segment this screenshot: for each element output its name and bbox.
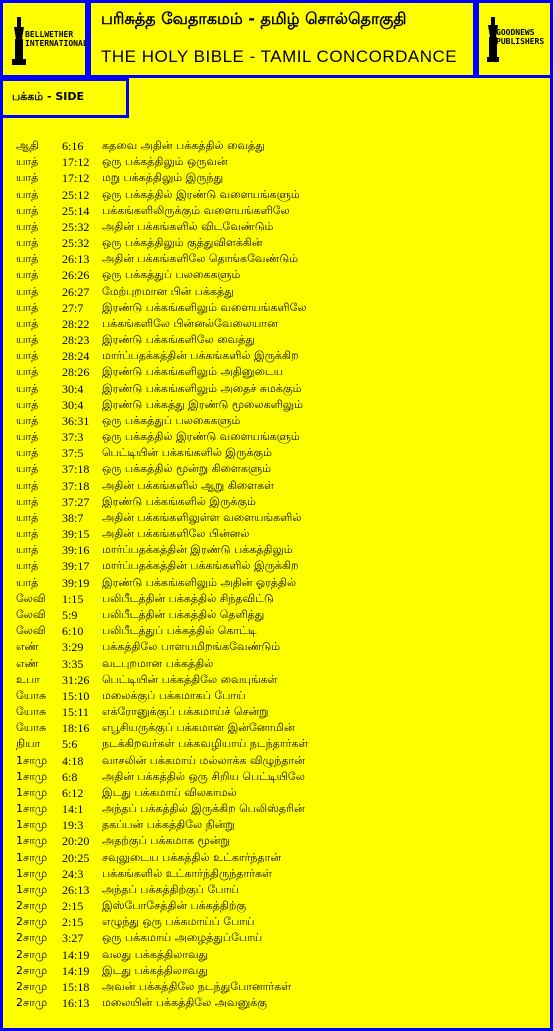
verse-ref: 39:19 xyxy=(62,575,90,590)
verse-text: ஒரு பக்கமாய் அழைத்துப்போய் xyxy=(102,931,263,945)
verse-ref: 14:19 xyxy=(62,963,90,978)
book-abbrev: யாத் xyxy=(16,397,39,411)
verse-text: அதின் பக்கங்களிலுள்ள வளையங்களில் xyxy=(102,510,302,524)
concordance-row xyxy=(0,381,553,397)
verse-text: ஒரு பக்கத்துப் பலகைகளும் xyxy=(102,268,241,282)
book-abbrev: யாத் xyxy=(16,300,39,314)
verse-ref: 38:7 xyxy=(62,510,84,525)
concordance-row xyxy=(0,639,553,655)
book-abbrev: லேவி xyxy=(16,624,46,638)
verse-text: பலிபீடத்தின் பக்கத்தில் சிந்தவிட்டு xyxy=(102,591,274,605)
verse-text: அதின் பக்கங்களில் விடவேண்டும் xyxy=(102,219,274,233)
verse-text: அந்தப் பக்கத்தில் இருக்கிற பெலிஸ்தரின் xyxy=(102,802,305,816)
verse-text: அவன் பக்கத்திலே நடந்துபோனார்கள் xyxy=(102,979,292,993)
verse-text: மார்ப்பதக்கத்தின் பக்கங்களில் இருக்கிற xyxy=(102,559,299,573)
book-abbrev: யாத் xyxy=(16,527,39,541)
verse-text: மலைக்குப் பக்கமாகப் போய் xyxy=(102,688,246,702)
verse-ref: 31:26 xyxy=(62,672,90,687)
concordance-row xyxy=(0,542,553,558)
concordance-row xyxy=(0,461,553,477)
verse-ref: 26:13 xyxy=(62,882,90,897)
verse-text: இடது பக்கமாய் விலகாமல் xyxy=(102,785,237,799)
concordance-row xyxy=(0,154,553,170)
book-abbrev: எண் xyxy=(16,640,39,654)
verse-ref: 3:29 xyxy=(62,640,84,655)
book-abbrev: யாத் xyxy=(16,268,39,282)
book-abbrev: 1சாமு xyxy=(16,834,48,848)
verse-ref: 6:8 xyxy=(62,769,78,784)
verse-text: மேற்புறமான பின் பக்கத்து xyxy=(102,284,234,298)
verse-text: இரண்டு பக்கங்களிலே வைத்து xyxy=(102,333,255,347)
concordance-row xyxy=(0,494,553,510)
verse-ref: 6:10 xyxy=(62,624,84,639)
concordance-row xyxy=(0,187,553,203)
verse-text: வடபுறமான பக்கத்தில் xyxy=(102,656,214,670)
verse-text: அதின் பக்கங்களிலே பின்னல் xyxy=(102,527,250,541)
verse-text: இரண்டு பக்கத்து இரண்டு மூலைகளிலும் xyxy=(102,397,303,411)
book-abbrev: 1சாமு xyxy=(16,866,48,880)
verse-text: இரண்டு பக்கங்களிலும் அதினுடைய xyxy=(102,365,284,379)
verse-text: மார்ப்பதக்கத்தின் இரண்டு பக்கத்திலும் xyxy=(102,543,293,557)
verse-ref: 39:15 xyxy=(62,527,90,542)
verse-text: அந்தப் பக்கத்திற்குப் போய் xyxy=(102,882,239,896)
verse-ref: 18:16 xyxy=(62,721,90,736)
concordance-row xyxy=(0,591,553,607)
verse-text: எக்ரோனுக்குப் பக்கமாய்ச் சென்று xyxy=(102,705,269,719)
goodnews-logo-text: GOODNEWS PUBLISHERS xyxy=(496,28,545,46)
section-heading-box xyxy=(0,78,129,118)
verse-ref: 17:12 xyxy=(62,155,90,170)
book-abbrev: யாத் xyxy=(16,155,39,169)
verse-ref: 3:35 xyxy=(62,656,84,671)
book-abbrev: யாத் xyxy=(16,316,39,330)
publisher-logo-right xyxy=(476,0,553,78)
book-abbrev: 1சாமு xyxy=(16,850,48,864)
verse-text: மார்ப்பதக்கத்தின் பக்கங்களில் இருக்கிற xyxy=(102,349,299,363)
book-abbrev: எண் xyxy=(16,656,39,670)
book-abbrev: யாத் xyxy=(16,219,39,233)
verse-ref: 37:3 xyxy=(62,430,84,445)
concordance-row xyxy=(0,753,553,769)
verse-text: அதின் பக்கங்களில் ஆறு கிளைகள் xyxy=(102,478,275,492)
verse-ref: 26:26 xyxy=(62,268,90,283)
book-abbrev: யாத் xyxy=(16,333,39,347)
book-abbrev: லேவி xyxy=(16,607,46,621)
book-abbrev: யாத் xyxy=(16,365,39,379)
concordance-row xyxy=(0,801,553,817)
verse-text: இரண்டு பக்கங்களிலும் அதின் ஓரத்தில் xyxy=(102,575,297,589)
concordance-row xyxy=(0,316,553,332)
concordance-row xyxy=(0,704,553,720)
concordance-row xyxy=(0,656,553,672)
book-abbrev: 1சாமு xyxy=(16,753,48,767)
verse-text: வலது பக்கத்திலாவது xyxy=(102,947,209,961)
verse-ref: 2:15 xyxy=(62,915,84,930)
verse-ref: 6:12 xyxy=(62,785,84,800)
book-abbrev: 2சாமு xyxy=(16,996,48,1010)
verse-text: அதின் பக்கங்களிலே தொங்கவேண்டும் xyxy=(102,252,299,266)
book-abbrev: யாத் xyxy=(16,494,39,508)
verse-text: ஒரு பக்கத்தில் மூன்று கிளைகளும் xyxy=(102,462,271,476)
verse-ref: 36:31 xyxy=(62,413,90,428)
concordance-row xyxy=(0,170,553,186)
concordance-row xyxy=(0,720,553,736)
verse-ref: 37:18 xyxy=(62,462,90,477)
verse-ref: 24:3 xyxy=(62,866,84,881)
verse-text: மறு பக்கத்திலும் இருந்து xyxy=(102,171,224,185)
verse-ref: 15:18 xyxy=(62,979,90,994)
concordance-row xyxy=(0,397,553,413)
concordance-row xyxy=(0,785,553,801)
concordance-row xyxy=(0,478,553,494)
verse-text: ஒரு பக்கத்தில் இரண்டு வளையங்களும் xyxy=(102,187,300,201)
book-abbrev: யாத் xyxy=(16,252,39,266)
book-abbrev: யாத் xyxy=(16,381,39,395)
concordance-row xyxy=(0,300,553,316)
verse-ref: 30:4 xyxy=(62,381,84,396)
verse-ref: 14:1 xyxy=(62,802,84,817)
concordance-row xyxy=(0,850,553,866)
verse-ref: 20:20 xyxy=(62,834,90,849)
publisher-logo-left xyxy=(0,0,88,78)
verse-text: இடது பக்கத்திலாவது xyxy=(102,963,208,977)
concordance-row xyxy=(0,623,553,639)
verse-ref: 15:10 xyxy=(62,688,90,703)
book-abbrev: 1சாமு xyxy=(16,882,48,896)
verse-text: பக்கங்களிலே பின்னல்வேலையான xyxy=(102,316,278,330)
verse-ref: 25:12 xyxy=(62,187,90,202)
verse-ref: 25:14 xyxy=(62,203,90,218)
verse-text: வாசலின் பக்கமாய் மல்லாக்க விழுந்தான் xyxy=(102,753,305,767)
verse-text: நடக்கிறவர்கள் பக்கவழியாய் நடந்தார்கள் xyxy=(102,737,309,751)
book-abbrev: ஆதி xyxy=(16,139,39,152)
concordance-row xyxy=(0,995,553,1011)
verse-ref: 5:6 xyxy=(62,737,78,752)
verse-text: அதற்குப் பக்கமாக மூன்று xyxy=(102,834,230,848)
concordance-row xyxy=(0,510,553,526)
book-abbrev: 1சாமு xyxy=(16,769,48,783)
concordance-row xyxy=(0,138,553,154)
concordance-row xyxy=(0,348,553,364)
verse-text: பக்கங்களில் உட்கார்ந்திருந்தார்கள் xyxy=(102,866,272,880)
verse-ref: 37:27 xyxy=(62,494,90,509)
concordance-row xyxy=(0,607,553,623)
book-abbrev: 1சாமு xyxy=(16,785,48,799)
verse-ref: 5:9 xyxy=(62,607,78,622)
verse-ref: 14:19 xyxy=(62,947,90,962)
verse-ref: 16:13 xyxy=(62,996,90,1011)
concordance-row xyxy=(0,979,553,995)
concordance-row xyxy=(0,429,553,445)
verse-ref: 19:3 xyxy=(62,818,84,833)
concordance-row xyxy=(0,736,553,752)
verse-ref: 25:32 xyxy=(62,236,90,251)
concordance-row xyxy=(0,914,553,930)
book-abbrev: யாத் xyxy=(16,171,39,185)
verse-ref: 4:18 xyxy=(62,753,84,768)
book-abbrev: யாத் xyxy=(16,559,39,573)
verse-ref: 39:16 xyxy=(62,543,90,558)
verse-ref: 27:7 xyxy=(62,300,84,315)
book-abbrev: யாத் xyxy=(16,203,39,217)
book-abbrev: யாத் xyxy=(16,462,39,476)
concordance-row xyxy=(0,413,553,429)
book-abbrev: யாத் xyxy=(16,575,39,589)
concordance-row xyxy=(0,235,553,251)
verse-text: எபூசியருக்குப் பக்கமான இன்னோமின் xyxy=(102,721,295,735)
bellwether-logo-icon xyxy=(12,17,26,67)
book-abbrev: யாத் xyxy=(16,349,39,363)
verse-text: மலையின் பக்கத்திலே அவனுக்கு xyxy=(102,996,267,1010)
book-abbrev: யாத் xyxy=(16,510,39,524)
verse-ref: 28:26 xyxy=(62,365,90,380)
concordance-row xyxy=(0,688,553,704)
title-banner xyxy=(88,0,476,78)
verse-ref: 17:12 xyxy=(62,171,90,186)
concordance-row xyxy=(0,866,553,882)
book-abbrev: உபா xyxy=(16,672,40,686)
verse-ref: 26:27 xyxy=(62,284,90,299)
book-abbrev: யோசு xyxy=(16,721,47,735)
book-abbrev: 2சாமு xyxy=(16,899,48,913)
book-abbrev: யோசு xyxy=(16,688,47,702)
verse-text: ஒரு பக்கத்திலும் குத்துவிளக்கின் xyxy=(102,236,263,250)
book-abbrev: 2சாமு xyxy=(16,979,48,993)
book-abbrev: 1சாமு xyxy=(16,802,48,816)
verse-text: இரண்டு பக்கங்களிலும் வளையங்களிலே xyxy=(102,300,307,314)
verse-text: கதவை அதின் பக்கத்தில் வைத்து xyxy=(102,139,265,152)
book-abbrev: 2சாமு xyxy=(16,931,48,945)
book-abbrev: 2சாமு xyxy=(16,915,48,929)
verse-ref: 28:24 xyxy=(62,349,90,364)
verse-ref: 1:15 xyxy=(62,591,84,606)
book-abbrev: யாத் xyxy=(16,187,39,201)
verse-ref: 25:32 xyxy=(62,219,90,234)
page-title-tamil: பரிசுத்த வேதாகமம் - தமிழ் சொல்தொகுதி xyxy=(101,9,407,28)
verse-ref: 20:25 xyxy=(62,850,90,865)
concordance-list xyxy=(0,138,553,1011)
concordance-row xyxy=(0,526,553,542)
concordance-row xyxy=(0,882,553,898)
verse-text: இரண்டு பக்கங்களிலும் அதைச் சுமக்கும் xyxy=(102,381,302,395)
concordance-row xyxy=(0,575,553,591)
concordance-row xyxy=(0,284,553,300)
book-abbrev: லேவி xyxy=(16,591,46,605)
verse-ref: 15:11 xyxy=(62,705,89,720)
verse-text: பக்கங்களிலிருக்கும் வளையங்களிலே xyxy=(102,203,290,217)
verse-text: பெட்டியின் பக்கங்களில் இருக்கும் xyxy=(102,446,272,460)
verse-ref: 6:16 xyxy=(62,139,84,153)
concordance-row xyxy=(0,833,553,849)
section-heading: பக்கம் - SIDE xyxy=(12,90,84,103)
verse-ref: 2:15 xyxy=(62,899,84,914)
verse-ref: 28:22 xyxy=(62,316,90,331)
concordance-row xyxy=(0,445,553,461)
book-abbrev: யாத் xyxy=(16,543,39,557)
verse-ref: 37:18 xyxy=(62,478,90,493)
book-abbrev: 2சாமு xyxy=(16,963,48,977)
book-abbrev: யாத் xyxy=(16,446,39,460)
book-abbrev: 2சாமு xyxy=(16,947,48,961)
verse-text: பக்கத்திலே பாளயமிறங்கவேண்டும் xyxy=(102,640,281,654)
concordance-row xyxy=(0,267,553,283)
bellwether-logo-text: BELLWETHER INTERNATIONAL xyxy=(25,30,88,48)
verse-text: அதின் பக்கத்தில் ஒரு சிறிய பெட்டியிலே xyxy=(102,769,305,783)
book-abbrev: யாத் xyxy=(16,284,39,298)
verse-text: பலிபீடத்துப் பக்கத்தில் கொட்டி xyxy=(102,624,257,638)
verse-ref: 28:23 xyxy=(62,333,90,348)
book-abbrev: யோசு xyxy=(16,705,47,719)
book-abbrev: யாத் xyxy=(16,413,39,427)
book-abbrev: 1சாமு xyxy=(16,818,48,832)
concordance-row xyxy=(0,251,553,267)
concordance-row xyxy=(0,898,553,914)
verse-ref: 37:5 xyxy=(62,446,84,461)
verse-text: ஒரு பக்கத்தில் இரண்டு வளையங்களும் xyxy=(102,430,300,444)
concordance-row xyxy=(0,930,553,946)
verse-ref: 39:17 xyxy=(62,559,90,574)
book-abbrev: யாத் xyxy=(16,236,39,250)
verse-text: இஸ்போசேத்தின் பக்கத்திற்கு xyxy=(102,899,247,913)
verse-ref: 3:27 xyxy=(62,931,84,946)
verse-text: பெட்டியின் பக்கத்திலே வையுங்கள் xyxy=(102,672,278,686)
concordance-row xyxy=(0,332,553,348)
verse-ref: 30:4 xyxy=(62,397,84,412)
verse-text: ஒரு பக்கத்துப் பலகைகளும் xyxy=(102,413,241,427)
book-abbrev: நியா xyxy=(16,737,41,751)
concordance-row xyxy=(0,947,553,963)
verse-text: ஒரு பக்கத்திலும் ஒருவன் xyxy=(102,155,228,169)
concordance-row xyxy=(0,817,553,833)
book-abbrev: யாத் xyxy=(16,478,39,492)
verse-text: இரண்டு பக்கங்களில் இருக்கும் xyxy=(102,494,256,508)
book-abbrev: யாத் xyxy=(16,430,39,444)
page-title-english: THE HOLY BIBLE - TAMIL CONCORDANCE xyxy=(101,47,458,66)
verse-ref: 26:13 xyxy=(62,252,90,267)
verse-text: தகப்பன் பக்கத்திலே நின்று xyxy=(102,818,235,832)
verse-text: பலிபீடத்தின் பக்கத்தில் தெளித்து xyxy=(102,607,265,621)
verse-text: சவுலுடைய பக்கத்தில் உட்கார்ந்தான் xyxy=(102,850,282,864)
verse-text: எழுந்து ஒரு பக்கமாய்ப் போய் xyxy=(102,915,255,929)
concordance-row xyxy=(0,672,553,688)
concordance-row xyxy=(0,219,553,235)
concordance-row xyxy=(0,963,553,979)
concordance-row xyxy=(0,769,553,785)
concordance-row xyxy=(0,364,553,380)
concordance-row xyxy=(0,203,553,219)
concordance-row xyxy=(0,558,553,574)
